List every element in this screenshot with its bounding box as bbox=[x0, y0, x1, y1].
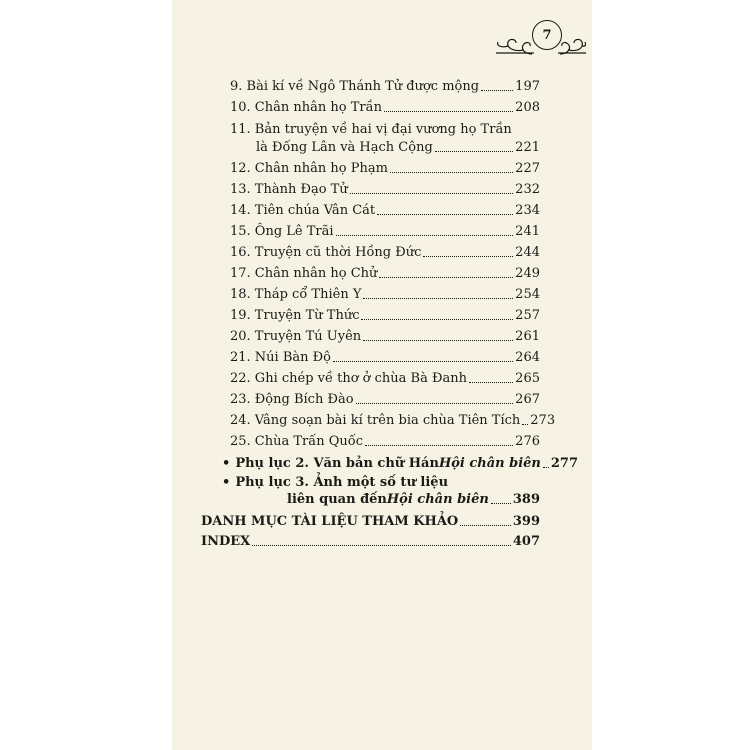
toc-entry-label: 20. Truyện Tú Uyên bbox=[230, 329, 362, 344]
appendix-page: 389 bbox=[512, 492, 540, 507]
toc-entry-page: 264 bbox=[515, 350, 540, 365]
section-entry[interactable] bbox=[201, 534, 540, 550]
toc-entry[interactable] bbox=[230, 100, 540, 116]
toc-entry-page: 208 bbox=[515, 100, 540, 115]
toc-entry[interactable] bbox=[230, 434, 540, 450]
appendix-label-italic: Hội chân biên bbox=[438, 456, 541, 471]
appendix-label: Phụ lục 2. Văn bản chữ Hán bbox=[235, 456, 439, 471]
dot-leader bbox=[363, 340, 513, 341]
toc-entry[interactable] bbox=[230, 245, 540, 261]
toc-entry-page: 234 bbox=[515, 203, 540, 218]
toc-entry-label: 16. Truyện cũ thời Hồng Đức bbox=[230, 245, 422, 260]
toc-entry-label: 24. Vâng soạn bài kí trên bia chùa Tiên Tích bbox=[230, 413, 521, 428]
toc-entry[interactable] bbox=[230, 79, 540, 95]
toc-entry-page: 276 bbox=[515, 434, 540, 449]
toc-entry-label: 9. Bài kí về Ngô Thánh Tử được mộng bbox=[230, 79, 480, 94]
section-page: 399 bbox=[512, 514, 540, 529]
toc-entry-page: 221 bbox=[515, 140, 540, 155]
toc-entry-page: 197 bbox=[515, 79, 540, 94]
toc-entry-page: 241 bbox=[515, 224, 540, 239]
toc-entry[interactable] bbox=[230, 203, 540, 219]
toc-entry[interactable] bbox=[230, 182, 540, 198]
appendix-label-line1 bbox=[222, 475, 448, 491]
toc-entry-page: 265 bbox=[515, 371, 540, 386]
section-page: 407 bbox=[512, 534, 540, 549]
dot-leader bbox=[460, 525, 511, 526]
toc-entry-label: 10. Chân nhân họ Trần bbox=[230, 100, 382, 115]
toc-entry-page: 273 bbox=[530, 413, 556, 428]
toc-entry-page: 232 bbox=[515, 182, 540, 197]
toc-entry[interactable] bbox=[230, 392, 540, 408]
dot-leader bbox=[252, 545, 511, 546]
toc-entry-page: 244 bbox=[515, 245, 540, 260]
dot-leader bbox=[377, 214, 513, 215]
bullet-icon: • bbox=[222, 475, 231, 490]
toc-entry-label: 13. Thành Đạo Tử bbox=[230, 182, 348, 197]
toc-entry[interactable] bbox=[230, 413, 556, 429]
dot-leader bbox=[491, 503, 511, 504]
toc-entry-page: 261 bbox=[515, 329, 540, 344]
section-label: INDEX bbox=[201, 534, 251, 549]
appendix-entry[interactable] bbox=[222, 456, 579, 472]
dot-leader bbox=[481, 90, 513, 91]
dot-leader bbox=[390, 172, 513, 173]
toc-entry-label: 19. Truyện Từ Thức bbox=[230, 308, 360, 323]
dot-leader bbox=[350, 193, 513, 194]
toc-entry-label: 22. Ghi chép về thơ ở chùa Bà Đanh bbox=[230, 371, 467, 386]
toc-entry[interactable] bbox=[230, 371, 540, 387]
page-number: 7 bbox=[532, 20, 562, 50]
toc-entry-label: 18. Tháp cổ Thiên Y bbox=[230, 287, 362, 302]
toc-entry[interactable] bbox=[230, 350, 540, 366]
toc-entry-label: 12. Chân nhân họ Phạm bbox=[230, 161, 388, 176]
toc-entry-label: 23. Động Bích Đào bbox=[230, 392, 354, 407]
appendix-entry[interactable] bbox=[287, 492, 540, 508]
toc-entry[interactable] bbox=[230, 287, 540, 303]
toc-entry-page: 254 bbox=[515, 287, 540, 302]
toc-entry-label: 17. Chân nhân họ Chử bbox=[230, 266, 378, 281]
section-entry[interactable] bbox=[201, 514, 540, 530]
toc-entry[interactable] bbox=[256, 140, 540, 156]
toc-entry-label-line2: là Đống Lân và Hạch Cộng bbox=[256, 140, 433, 155]
dot-leader bbox=[379, 277, 513, 278]
toc-entry-page: 249 bbox=[515, 266, 540, 281]
toc-entry-page: 227 bbox=[515, 161, 540, 176]
toc-entry-label: 14. Tiên chúa Vân Cát bbox=[230, 203, 376, 218]
appendix-label-line2: liên quan đến bbox=[287, 492, 387, 507]
toc-entry-page: 267 bbox=[515, 392, 540, 407]
toc-entry[interactable] bbox=[230, 329, 540, 345]
appendix-label-text: Phụ lục 3. Ảnh một số tư liệu bbox=[235, 475, 449, 490]
dot-leader bbox=[423, 256, 513, 257]
dot-leader bbox=[361, 319, 513, 320]
dot-leader bbox=[363, 298, 513, 299]
dot-leader bbox=[543, 467, 549, 468]
dot-leader bbox=[356, 403, 514, 404]
dot-leader bbox=[435, 151, 513, 152]
toc-entry-page: 257 bbox=[515, 308, 540, 323]
dot-leader bbox=[469, 382, 513, 383]
toc-entry-label: 21. Núi Bàn Độ bbox=[230, 350, 331, 365]
appendix-page: 277 bbox=[550, 456, 579, 471]
toc-entry-label: 15. Ông Lê Trãi bbox=[230, 224, 334, 239]
dot-leader bbox=[336, 235, 514, 236]
toc-entry[interactable] bbox=[230, 266, 540, 282]
toc-entry[interactable] bbox=[230, 161, 540, 177]
bullet-icon: • bbox=[222, 456, 231, 471]
dot-leader bbox=[522, 424, 528, 425]
dot-leader bbox=[333, 361, 513, 362]
toc-entry[interactable] bbox=[230, 224, 540, 240]
dot-leader bbox=[365, 445, 513, 446]
toc-entry-label: 25. Chùa Trấn Quốc bbox=[230, 434, 364, 449]
section-label: DANH MỤC TÀI LIỆU THAM KHẢO bbox=[201, 514, 459, 529]
toc-entry-label-line1: 11. Bản truyện về hai vị đại vương họ Trần bbox=[230, 122, 512, 137]
dot-leader bbox=[384, 111, 513, 112]
appendix-label-italic: Hội chân biên bbox=[386, 492, 489, 507]
toc-entry[interactable] bbox=[230, 308, 540, 324]
